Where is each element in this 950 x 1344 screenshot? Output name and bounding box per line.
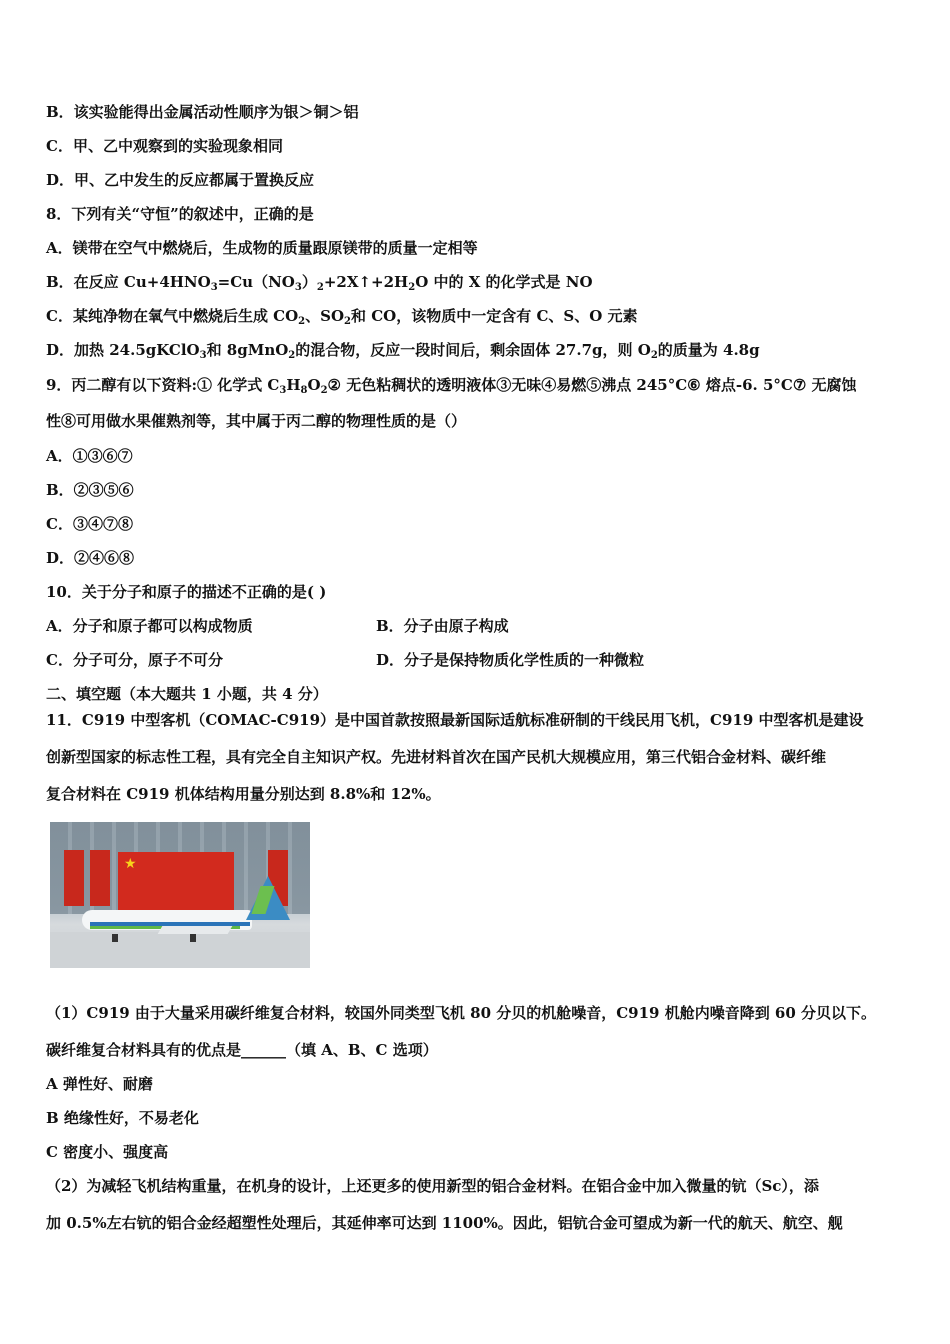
section-2-heading: 二、填空题（本大题共 1 小题，共 4 分） [46,685,328,703]
c919-aircraft-photo: ★ [50,822,310,968]
q8-option-b: B．在反应 $Cu+4HNO_3=Cu(NO_3)_2+2X↑+2H_2O$ 中的 X 的化学式是 NO [46,273,593,293]
question-11-cont-2: 复合材料在 C919 机体结构用量分别达到 8.8%和 12%。 [46,785,441,803]
question-10: 10．关于分子和原子的描述不正确的是( ) [46,583,327,601]
part-1-option-b: B 绝缘性好，不易老化 [46,1109,199,1127]
option-b-line: B．该实验能得出金属活动性顺序为银＞铜＞铝 [46,103,359,121]
q10-option-d: D．分子是保持物质化学性质的一种微粒 [376,651,645,669]
q8-option-a: A．镁带在空气中燃烧后，生成物的质量跟原镁带的质量一定相等 [46,239,478,257]
part-1-question: （1）C919 由于大量采用碳纤维复合材料，较国外同类型飞机 80 分贝的机舱噪音，C919 机舱内噪音降到 60 分贝以下。 [46,1004,877,1022]
q10-option-c: C．分子可分，原子不可分 [46,651,223,669]
q9-option-a: A．①③⑥⑦ [46,447,133,465]
q9-option-c: C．③④⑦⑧ [46,515,133,533]
q9-option-b: B．②③⑤⑥ [46,481,134,499]
question-9-cont: 性⑧可用做水果催熟剂等，其中属于丙二醇的物理性质的是（） [46,412,467,430]
option-d-line: D．甲、乙中发生的反应都属于置换反应 [46,171,315,189]
question-9: 9．丙二醇有以下资料:① 化学式 $C_3H_8O_2②$ 无色粘稠状的透明液体③无味④易燃⑤沸点 245°C⑥ 熔点-6. 5°C⑦ 无腐蚀 [46,376,857,396]
q10-option-a: A．分子和原子都可以构成物质 [46,617,253,635]
q8-option-c: C．某纯净物在氧气中燃烧后生成 $CO_2$、$SO_2$和 CO，该物质中一定含有 C、S、O 元素 [46,307,638,327]
question-8: 8．下列有关“守恒”的叙述中，正确的是 [46,205,314,223]
q10-option-b: B．分子由原子构成 [376,617,509,635]
question-11-cont-1: 创新型国家的标志性工程，具有完全自主知识产权。先进材料首次在国产民机大规模应用，第三代铝合金材料、碳纤维 [46,748,827,766]
part-1-option-a: A 弹性好、耐磨 [46,1075,153,1093]
part-2-question: （2）为减轻飞机结构重量，在机身的设计，上还更多的使用新型的铝合金材料。在铝合金中加入微量的钪（Sc），添 [46,1177,819,1195]
part-2-question-cont: 加 0.5%左右钪的铝合金经超塑性处理后，其延伸率可达到 1100%。因此，铝钪合金可望成为新一代的航天、航空、舰 [46,1214,843,1232]
part-1-option-c: C 密度小、强度高 [46,1143,169,1161]
q9-option-d: D．②④⑥⑧ [46,549,135,567]
option-c-line: C．甲、乙中观察到的实验现象相同 [46,137,283,155]
question-11: 11．C919 中型客机（COMAC-C919）是中国首款按照最新国际适航标准研制的干线民用飞机，C919 中型客机是建设 [46,711,864,729]
q8-option-d: D．加热 24.5gKClO$_3$和 8gMnO$_2$的混合物，反应一段时间后，剩余固体 27.7g，则 $O_2$的质量为 4.8g [46,341,760,361]
part-1-question-cont: 碳纤维复合材料具有的优点是______（填 A、B、C 选项） [46,1041,438,1059]
